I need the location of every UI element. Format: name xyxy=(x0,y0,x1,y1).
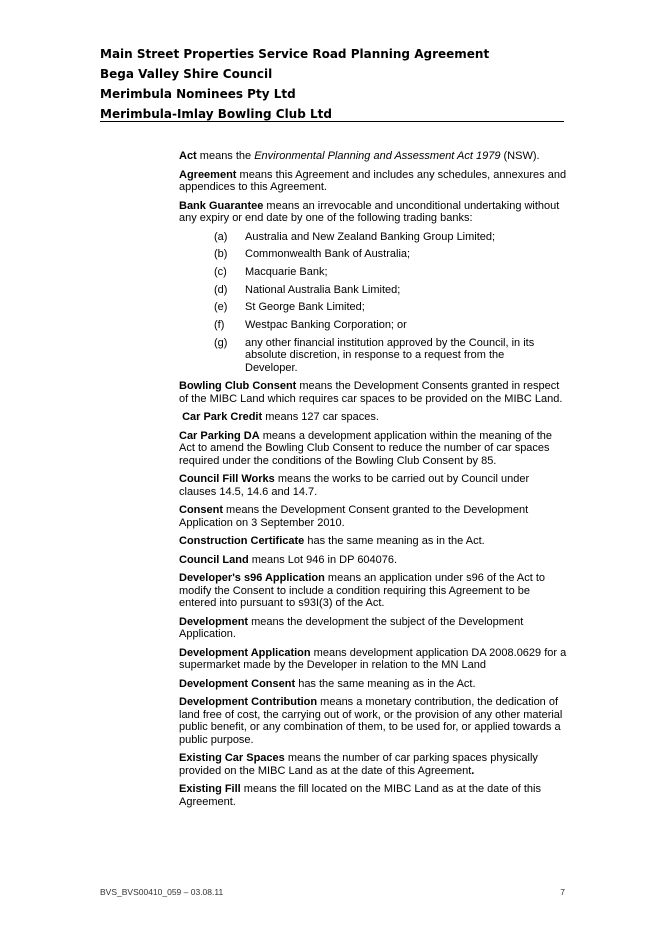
definition-text: means an application under s96 of the Act to modify the Consent to include a condition requiring this Agreement to be entered into pursuant to s93I(3) of the Act. xyxy=(179,572,546,610)
definition-text: means the Development Consent granted to the Development Application on 3 September 2010. xyxy=(179,504,529,529)
term: Consent xyxy=(179,504,223,517)
term: Existing Fill xyxy=(179,783,241,796)
definition-development xyxy=(179,616,567,641)
list-label: (g) xyxy=(214,336,228,349)
term: Council Land xyxy=(179,553,249,566)
definition-text: means a development application within the meaning of the Act to amend the Bowling Club Consent to reduce the number of car spaces required under the conditions of the Bowling Club Consent by 85. xyxy=(179,429,552,467)
document-header xyxy=(100,44,564,124)
term: Developer's s96 Application xyxy=(179,572,325,585)
list-label: (b) xyxy=(214,248,228,261)
definition-text: means the fill located on the MIBC Land as at the date of this Agreement. xyxy=(179,783,541,808)
definition-existing-fill xyxy=(179,783,567,808)
definition-tail: . xyxy=(471,764,475,777)
term: Bowling Club Consent xyxy=(179,380,297,393)
term: Agreement xyxy=(179,168,237,181)
definition-car-parking-da xyxy=(179,430,567,468)
definition-developers-s96-application xyxy=(179,572,567,610)
list-item xyxy=(179,266,567,279)
term: Bank Guarantee xyxy=(179,199,264,212)
definition-text: means the works to be carried out by Council under clauses 14.5, 14.6 and 14.7. xyxy=(179,473,530,498)
definition-consent xyxy=(179,504,567,529)
definition-text: means development application DA 2008.0629 for a supermarket made by the Developer in relation to the MN Land xyxy=(179,646,567,672)
definition-text: has the same meaning as in the Act. xyxy=(295,677,476,690)
definition-text: means an irrevocable and unconditional undertaking without any expiry or end date by one of the following trading banks: xyxy=(179,199,560,224)
header-party-bowling-club: Merimbula-Imlay Bowling Club Ltd xyxy=(100,107,332,121)
definition-text: means 127 car spaces. xyxy=(262,411,379,424)
definition-development-application xyxy=(179,647,567,672)
definition-text: means a monetary contribution, the dedication of land free of cost, the carrying out of work, or the provision of any other material public benefit, or any combination of them, to be used for, or applied towards a public purpose. xyxy=(179,696,563,746)
bank-list xyxy=(179,231,567,375)
definitions-section xyxy=(179,150,567,814)
definition-text: has the same meaning as in the Act. xyxy=(304,535,485,548)
definition-bank-guarantee xyxy=(179,200,567,225)
page-number: 7 xyxy=(560,887,565,897)
definition-text: means the Development Consents granted in respect of the MIBC Land which requires car spaces to be provided on the MIBC Land. xyxy=(179,380,563,405)
list-text: any other financial institution approved by the Council, in its absolute discretion, in response to a request from the Developer. xyxy=(245,336,535,374)
list-text: Commonwealth Bank of Australia; xyxy=(245,248,411,261)
list-item xyxy=(179,284,567,297)
list-text: St George Bank Limited; xyxy=(245,301,365,314)
list-text: National Australia Bank Limited; xyxy=(245,283,401,296)
definition-text: means the number of car parking spaces physically provided on the MIBC Land as at the date of this Agreement xyxy=(179,752,538,777)
term: Development Consent xyxy=(179,677,296,690)
list-item xyxy=(179,319,567,332)
list-label: (d) xyxy=(214,283,228,296)
list-text: Australia and New Zealand Banking Group Limited; xyxy=(245,230,496,243)
definition-text: means the xyxy=(196,150,255,162)
term: Act xyxy=(179,150,197,162)
list-label: (c) xyxy=(214,265,227,278)
header-party-nominees: Merimbula Nominees Pty Ltd xyxy=(100,87,296,101)
list-label: (f) xyxy=(214,318,225,331)
list-label: (a) xyxy=(214,230,228,243)
header-agreement-title: Main Street Properties Service Road Planning Agreement xyxy=(100,47,490,61)
definition-council-fill-works xyxy=(179,473,567,498)
definition-agreement xyxy=(179,169,567,194)
header-party-council: Bega Valley Shire Council xyxy=(100,67,273,81)
term: Development Application xyxy=(179,646,311,659)
definition-car-park-credit xyxy=(179,411,567,424)
list-item xyxy=(179,231,567,244)
act-title: Environmental Planning and Assessment Act 1979 xyxy=(254,150,501,162)
list-item xyxy=(179,248,567,261)
list-label: (e) xyxy=(214,301,228,314)
definition-bowling-club-consent xyxy=(179,380,567,405)
list-item xyxy=(179,337,567,375)
document-reference: BVS_BVS00410_059 – 03.08.11 xyxy=(100,887,224,897)
term: Council Fill Works xyxy=(179,473,275,486)
definition-text: means this Agreement and includes any schedules, annexures and appendices to this Agreement. xyxy=(179,168,567,193)
term: Car Park Credit xyxy=(182,411,263,424)
definition-council-land xyxy=(179,554,567,567)
term: Development xyxy=(179,615,249,628)
list-item xyxy=(179,301,567,314)
term: Existing Car Spaces xyxy=(179,752,285,765)
term: Construction Certificate xyxy=(179,535,305,548)
header-divider xyxy=(100,121,564,122)
definition-text: means the development the subject of the Development Application. xyxy=(179,615,524,641)
definition-construction-certificate xyxy=(179,535,567,548)
term: Car Parking DA xyxy=(179,429,260,442)
definition-act xyxy=(179,150,567,163)
definition-text: (NSW). xyxy=(500,150,540,162)
list-text: Westpac Banking Corporation; or xyxy=(245,318,407,331)
definition-development-consent xyxy=(179,678,567,691)
definition-text: means Lot 946 in DP 604076. xyxy=(248,553,398,566)
definition-development-contribution xyxy=(179,696,567,746)
term: Development Contribution xyxy=(179,696,318,709)
definition-existing-car-spaces xyxy=(179,752,567,777)
list-text: Macquarie Bank; xyxy=(245,265,328,278)
